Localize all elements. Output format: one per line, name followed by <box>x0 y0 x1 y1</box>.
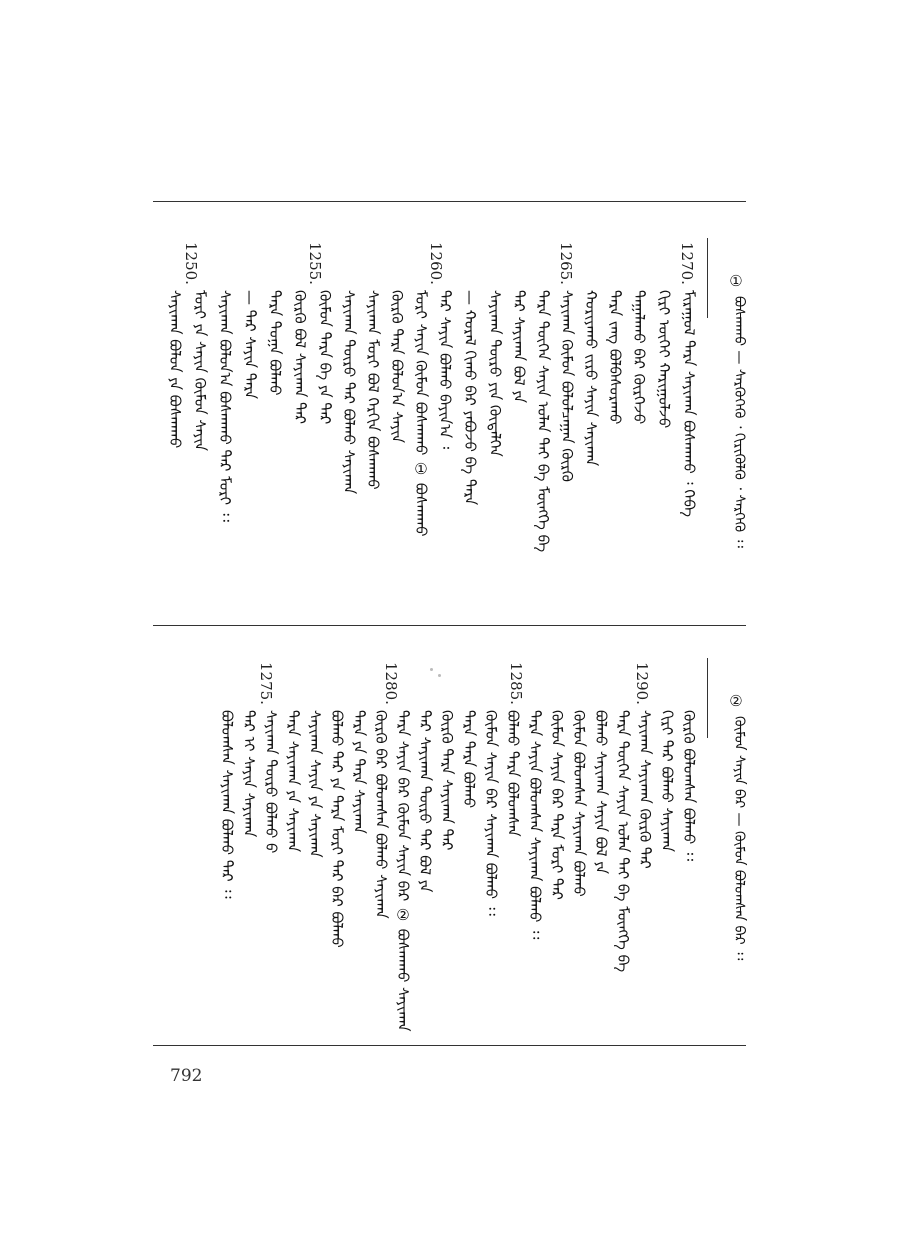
verse-line: ᠲᠡᠷᠡ ᠰᠠᠶᠢᠬᠠᠨ ᠶᠠ ᠰᠠᠶᠢᠬᠠᠨ <box>284 710 302 853</box>
verse-line: ᠰᠠᠶᠢᠬᠠᠨ ᠰᠠᠶᠢᠨ ᠶᠠ ᠰᠠᠶᠢᠬᠠᠨ <box>306 710 324 858</box>
verse-line: — ᠬᠤᠷᠠᠯ ᠬᠢᠬᠤ ᠪᠡᠷ ᠶᠠᠪᠤᠵᠤ ᠪᠠ ᠲᠡᠷᠡ <box>461 290 479 506</box>
verse-line: ᠲᠡᠷᠡ ᠲᠦᠭᠡᠨ ᠰᠠᠶᠢᠨ ᠣᠯᠠᠨ ᠲᠠᠢ ᠪᠠ ᠮᠥᠩᠭᠡ ᠪᠡ <box>614 710 632 973</box>
verse-line: ᠬᠦᠷᠬᠦ ᠲᠡᠷᠡ ᠰᠠᠶᠢᠬᠠᠨ ᠲᠡᠷ <box>438 710 456 851</box>
line-number: 1290. <box>633 662 651 705</box>
verse-line: ᠮᠣᠷᠢ ᠶᠠ ᠰᠠᠶᠢᠨ ᠬᠦᠮᠦᠨ ᠰᠠᠶᠢᠨ <box>191 290 209 452</box>
verse-line: ᠲᠡᠷᠡ ᠶᠠ ᠲᠡᠷᠡ ᠰᠠᠶᠢᠬᠠᠨ <box>350 710 368 834</box>
footnote-text-2: ᠬᠦᠮᠦᠨ ᠰᠠᠶᠢᠨ ᠪᠡᠷ — ᠬᠦᠮᠦᠨ ᠪᠣᠯᠤᠭᠰᠠᠨ ᠪᠡᠷ ᠄᠄ <box>731 716 747 961</box>
verse-line: ᠬᠦᠷᠬᠦ ᠪᠣᠯ ᠰᠠᠶᠢᠬᠠᠨ ᠲᠡᠷ <box>291 290 309 425</box>
verse-line: ᠲᠡᠷᠡ ᠲᠣᠭᠠ ᠪᠣᠯᠬᠤ <box>266 290 284 396</box>
bottom-rule <box>153 1045 746 1046</box>
verse-line: — ᠲᠡᠷ ᠰᠠᠶᠢᠨ ᠲᠡᠷᠡ <box>241 290 259 399</box>
verse-line: ᠬᠦᠮᠦᠨ ᠰᠠᠶᠢᠨ ᠪᠡᠷ ᠲᠡᠷᠡ ᠮᠣᠷᠢ ᠲᠡᠷ <box>548 710 566 900</box>
verse-line: ᠲᠡᠷ ᠰᠠᠶᠢᠬᠠᠨ ᠲᠦᠷᠦ ᠲᠡᠷ ᠪᠣᠯ ᠶᠠ <box>416 710 434 893</box>
line-number: 1250. <box>182 242 200 285</box>
verse-line: ᠪᠣᠯᠬᠤ ᠲᠡᠷᠡ ᠪᠣᠯᠤᠭᠰᠠᠨ <box>504 710 522 837</box>
line-number: 1260. <box>427 242 445 285</box>
verse-line: ᠮᠢᠷᠠᠭᠤᠯ ᠲᠡᠷᠡ ᠰᠠᠶᠢᠬᠠᠨ ᠪᠣᠰᠬᠠᠬᠤ ᠄ ᠬᠡᠪᠡ <box>680 290 698 517</box>
line-number: 1265. <box>557 242 575 285</box>
line-number: 1275. <box>257 662 275 705</box>
verse-line: ᠰᠠᠶᠢᠬᠠᠨ ᠪᠣᠯᠤᠨ ᠶᠠ ᠪᠣᠰᠬᠠᠬᠤ <box>166 290 184 449</box>
verse-line: ᠬᠢᠷᠢ ᠲᠡᠷ ᠪᠣᠯᠬᠤ ᠰᠠᠶᠢᠬᠠᠨ <box>658 710 676 852</box>
verse-line: ᠰᠠᠶᠢᠬᠠᠨ ᠲᠦᠷᠦ ᠲᠡᠷ ᠪᠣᠯᠬᠤ ᠰᠠᠶᠢᠬᠠᠨ <box>340 290 358 495</box>
verse-line: ᠰᠠᠶᠢᠬᠠᠨ ᠬᠦᠮᠦᠨ ᠪᠣᠯᠤᠯᠴᠠᠭᠠᠨ ᠬᠦᠷᠬᠦ <box>558 290 576 482</box>
verse-line: ᠲᠡᠷᠡ ᠰᠠᠶᠢᠨ ᠪᠡᠷ ᠬᠦᠮᠦᠨ ᠰᠠᠶᠢᠨ ᠪᠡᠷ ② ᠪᠣᠰᠬᠠᠬᠤ ᠰᠠᠶᠢᠬᠠᠨ <box>394 710 412 1032</box>
verse-line: ᠬᠦᠮᠦᠨ ᠰᠠᠶᠢᠨ ᠪᠡᠷ ᠰᠠᠶᠢᠬᠠᠨ ᠪᠣᠯᠬᠤ ᠄᠄ <box>482 710 500 916</box>
verse-line: ᠰᠠᠶᠢᠬᠠᠨ ᠲᠦᠷᠦ ᠪᠣᠯᠬᠤ ᠪ <box>262 710 280 854</box>
verse-line: ᠲᠡᠷᠡ ᠲᠡᠷᠡ ᠪᠣᠯᠬᠤ <box>460 710 478 809</box>
verse-line: ᠪᠣᠯᠤᠭᠰᠠᠨ ᠰᠠᠶᠢᠬᠠᠨ ᠪᠣᠯᠬᠤ ᠲᠡᠷ ᠄᠄ <box>218 710 236 899</box>
verse-line: ᠬᠢᠷᠢ ᠥᠭᠡᠢ ᠬᠠᠷᠢᠭᠤᠯᠵᠤ <box>655 290 673 429</box>
verse-line: ᠲᠡᠷᠡ ᠰᠠᠶᠢᠨ ᠪᠣᠯᠤᠭᠰᠠᠨ ᠰᠠᠶᠢᠬᠠᠨ ᠪᠣᠯᠬᠤ ᠄᠄ <box>526 710 544 940</box>
verse-line: ᠬᠦᠷᠬᠦ ᠪᠡᠷ ᠪᠣᠯᠤᠭᠰᠠᠨ ᠪᠣᠯᠬᠤ ᠰᠠᠶᠢᠬᠠᠨ <box>372 710 390 919</box>
verse-line: ᠬᠦᠷᠬᠦ ᠪᠣᠯᠤᠭᠰᠠᠨ ᠪᠣᠯᠬᠤ ᠄᠄ <box>680 710 698 862</box>
footnote-marker-2: ② <box>727 692 745 710</box>
page-number: 792 <box>170 1066 203 1086</box>
verse-line: ᠰᠠᠶᠢᠬᠠᠨ ᠮᠣᠷᠢ ᠪᠣᠯ ᠬᠡᠷᠬᠢᠨ ᠪᠣᠰᠬᠠᠬᠤ <box>364 290 382 490</box>
verse-line: ᠲᠡᠷ ᠢ ᠰᠠᠶᠢᠨ ᠰᠠᠶᠢᠬᠠᠨ <box>240 710 258 838</box>
verse-line: ᠰᠠᠶᠢᠬᠠᠨ ᠲᠦᠷᠦ ᠶᠢᠨ ᠬᠦᠳᠡᠯᠭᠡᠨ <box>486 290 504 457</box>
verse-line: ᠬᠦᠮᠦᠨ ᠪᠣᠯᠤᠭᠰᠠᠨ ᠰᠠᠶᠢᠬᠠᠨ ᠪᠣᠯᠬᠤ <box>570 710 588 897</box>
verse-line: ᠲᠡᠷ ᠰᠠᠶᠢᠨ ᠪᠣᠯᠬᠤ ᠪᠠᠶᠢᠨ᠎ᠠ ᠄ <box>436 290 454 450</box>
verse-line: ᠬᠦᠮᠦᠨ ᠲᠡᠷᠡ ᠪᠠ ᠶᠠ ᠲᠡᠷ <box>316 290 334 425</box>
line-number: 1280. <box>382 662 400 705</box>
line-number: 1285. <box>507 662 525 705</box>
verse-line: ᠬᠦᠷᠬᠦ ᠲᠡᠷᠡ ᠪᠣᠯᠤᠨ᠎ᠠ ᠰᠠᠶᠢᠨ <box>388 290 406 443</box>
verse-line: ᠰᠠᠶᠢᠬᠠᠨ ᠪᠣᠯᠤᠨ᠎ᠠ ᠪᠣᠰᠬᠠᠬᠤ ᠲᠡᠷ ᠮᠣᠷᠢ ᠄᠄ <box>216 290 234 522</box>
verse-line: ᠬᠤᠷᠢᠶᠠᠬᠤ ᠵᠢᠷᠤ ᠰᠠᠶᠢᠨ ᠰᠠᠶᠢᠬᠠᠨ <box>582 290 600 467</box>
footnote-marker-1: ① <box>727 272 745 290</box>
verse-line: ᠪᠣᠯᠬᠤ ᠲᠡᠷ ᠶᠠ ᠲᠡᠷᠡ ᠮᠣᠷᠢ ᠲᠡᠷ ᠪᠡᠷ ᠪᠣᠯᠬᠤ <box>328 710 346 948</box>
verse-line: ᠲᠡᠷᠡ ᠲᠦᠭᠡᠨ ᠰᠠᠶᠢᠨ ᠣᠯᠠᠨ ᠲᠠᠢ ᠪᠠ ᠮᠥᠩᠭᠡ ᠪᠡ <box>534 290 552 553</box>
verse-line: ᠮᠣᠷᠢ ᠰᠠᠶᠢᠨ ᠬᠦᠮᠦᠨ ᠪᠣᠰᠬᠠᠬᠤ ① ᠪᠣᠰᠬᠠᠬᠤ <box>412 290 430 537</box>
scan-speck <box>438 674 441 677</box>
line-number: 1255. <box>306 242 324 285</box>
verse-line: ᠲᠡᠷᠡ ᠵᠠᠩ ᠪᠣᠯᠪᠠᠰᠤᠷᠠᠬᠤ <box>606 290 624 425</box>
scan-speck <box>430 668 433 671</box>
footnote-text-1: ᠪᠣᠰᠬᠠᠬᠤ — ᠰᠡᠷᠭᠦᠭᠡᠬᠦ ᠂ ᠬᠢᠷᠢᠭᠦᠯᠬᠦ ᠂ ᠰᠡᠷᠭᠡᠬᠦ ᠄᠄ <box>731 296 747 548</box>
verse-line: ᠰᠠᠶᠢᠬᠠᠨ ᠰᠠᠶᠢᠬᠠᠨ ᠬᠦᠷᠬᠦ ᠲᠡᠷ <box>636 710 654 869</box>
verse-line: ᠲᠠᠭᠠᠯᠠᠬᠤ ᠪᠡᠷ ᠬᠦᠷᠭᠡᠵᠦ <box>630 290 648 425</box>
verse-line: ᠪᠣᠯᠬᠤ ᠰᠠᠶᠢᠬᠠᠨ ᠰᠠᠶᠢᠨ ᠪᠣᠯ ᠶᠠ <box>592 710 610 875</box>
verse-line: ᠲᠡᠷ ᠰᠠᠶᠢᠬᠠᠨ ᠪᠣᠯ ᠶᠠ <box>510 290 528 404</box>
line-number: 1270. <box>678 242 696 285</box>
